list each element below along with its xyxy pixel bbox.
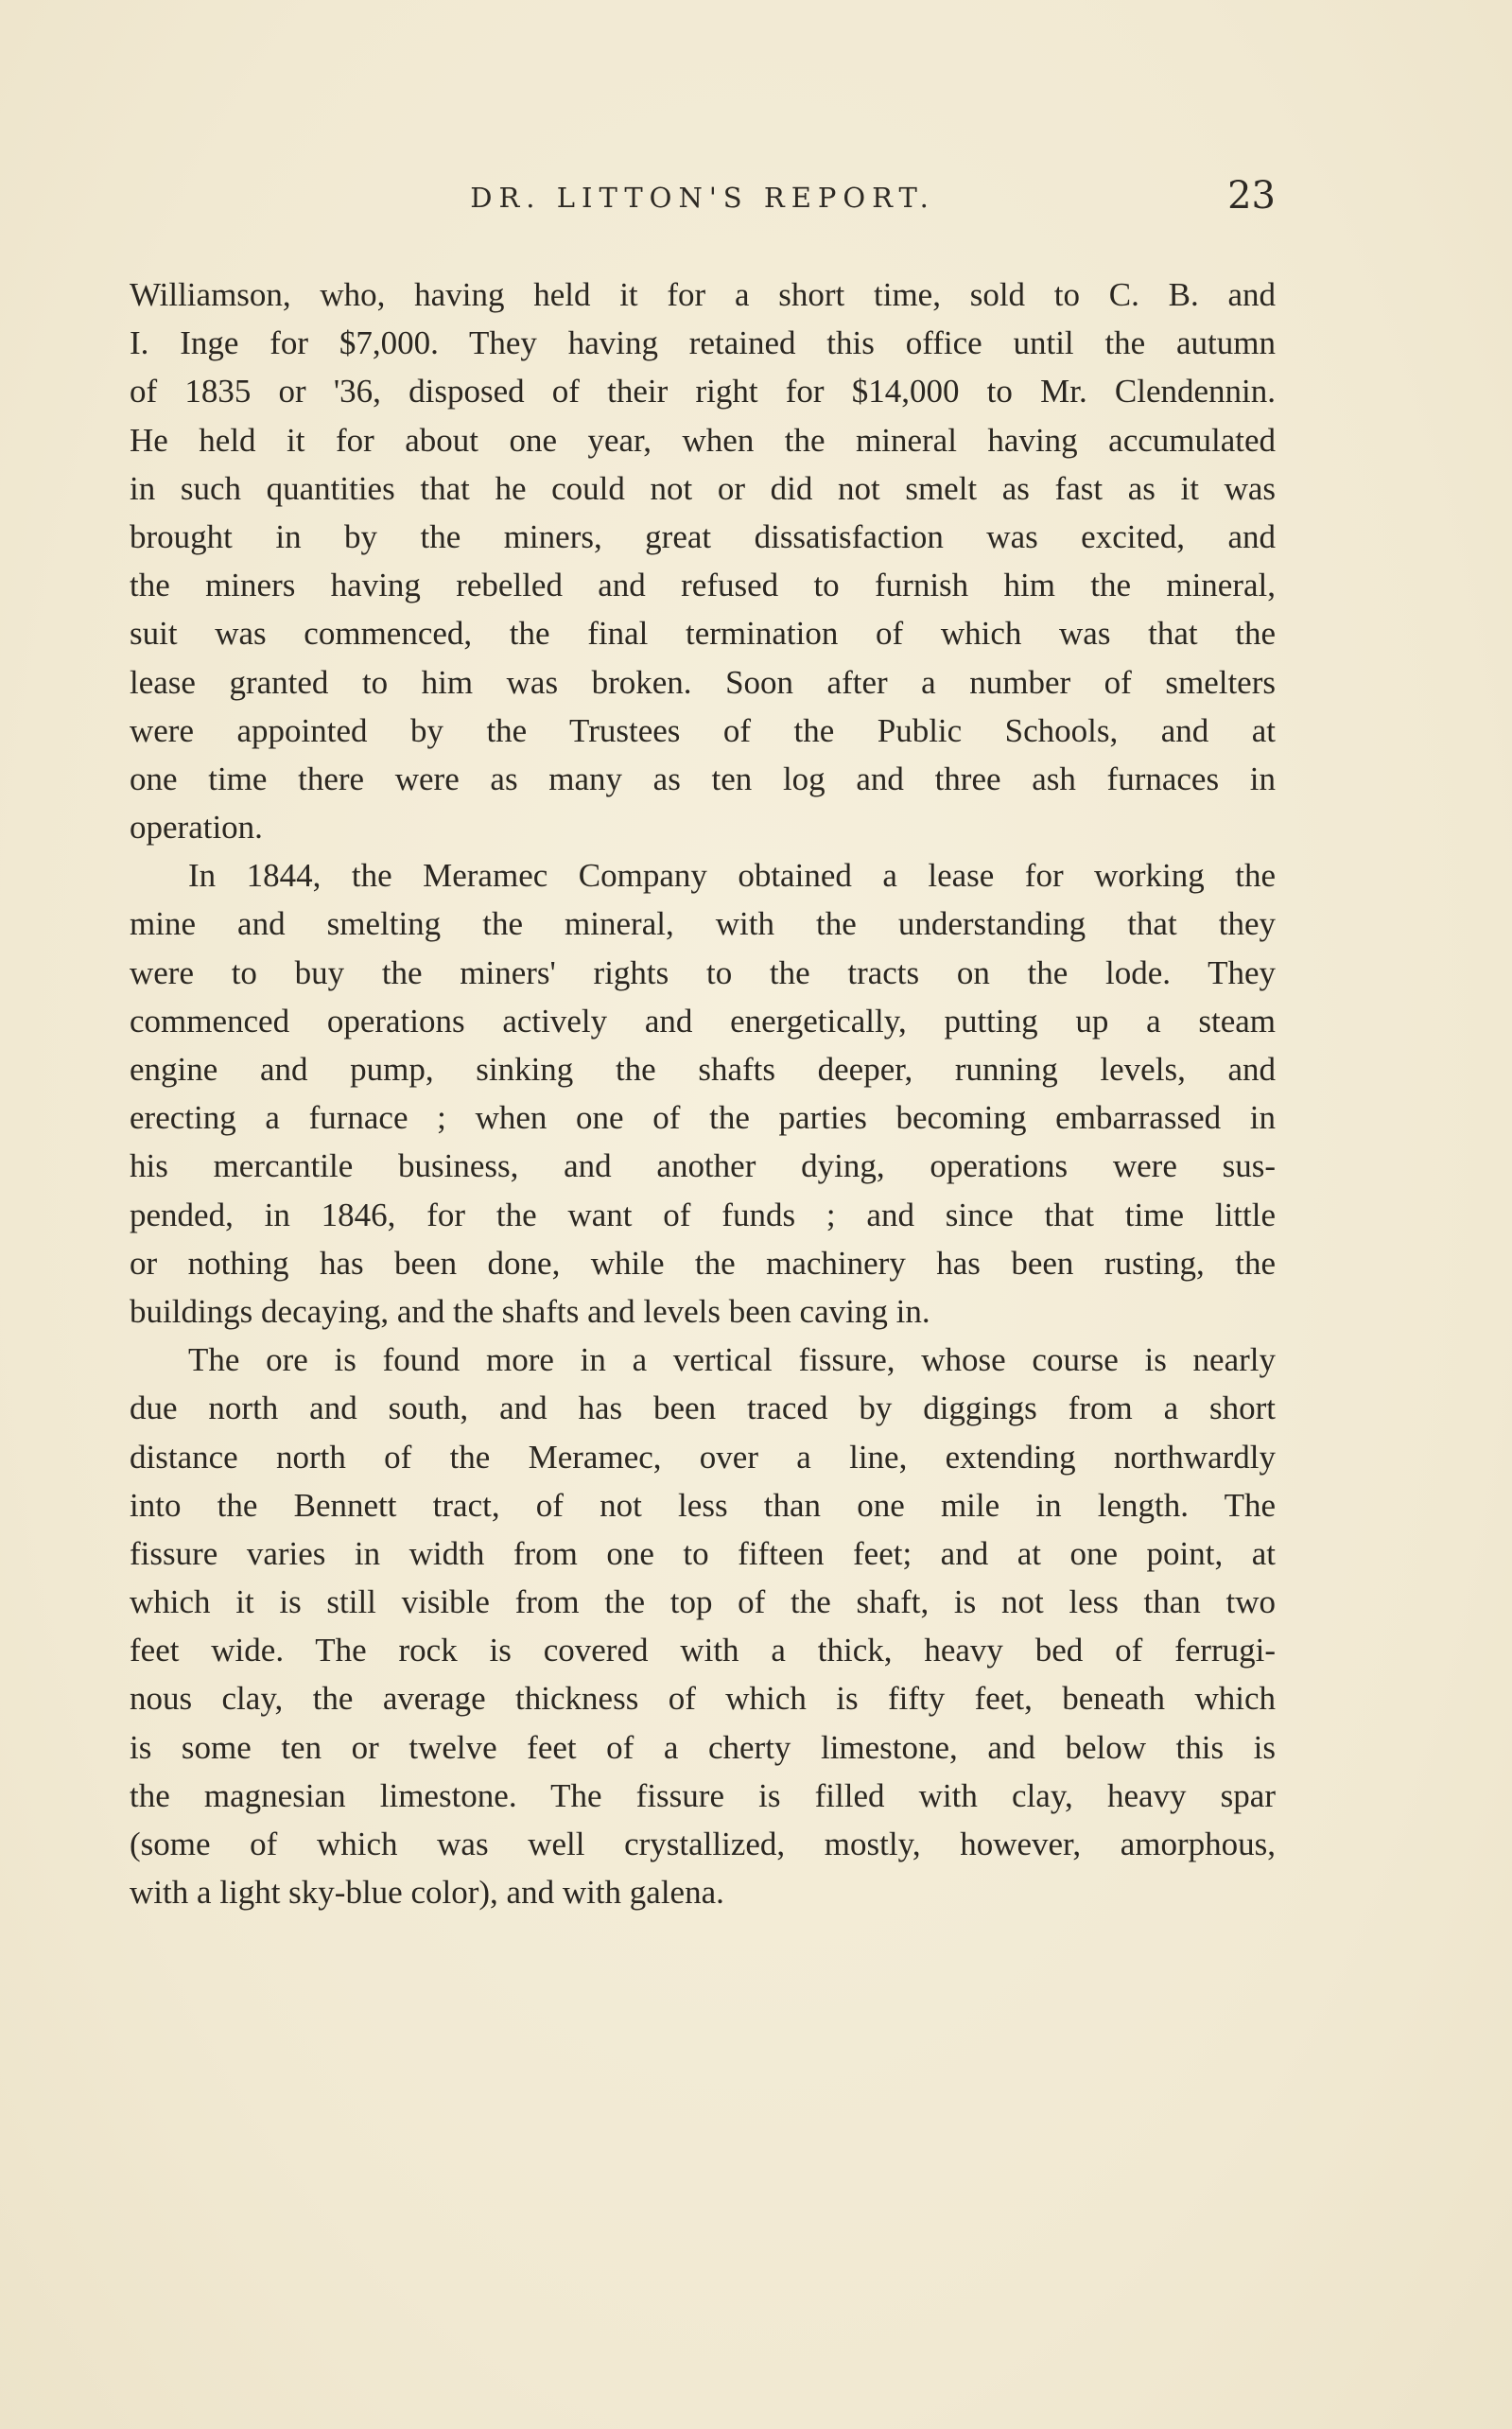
text-line: were appointed by the Trustees of the Public Schools, and at <box>130 711 1276 749</box>
text-line: nous clay, the average thickness of which is fifty feet, beneath which <box>130 1680 1276 1718</box>
text-line: which it is still visible from the top of the shaft, is not less than two <box>130 1583 1276 1621</box>
text-line: The ore is found more in a vertical fissure, whose course is nearly <box>188 1341 1276 1379</box>
paragraph-2 <box>130 851 1276 1336</box>
text-line: due north and south, and has been traced by diggings from a short <box>130 1389 1276 1427</box>
text-line: pended, in 1846, for the want of funds ; and since that time little <box>130 1196 1276 1233</box>
text-line: one time there were as many as ten log and three ash furnaces in <box>130 760 1276 797</box>
text-line: of 1835 or '36, disposed of their right for $14,000 to Mr. Clendennin. <box>130 373 1276 411</box>
text-line: erecting a furnace ; when one of the parties becoming embarrassed in <box>130 1099 1276 1137</box>
text-line: brought in by the miners, great dissatisfaction was excited, and <box>130 517 1276 555</box>
text-line: in such quantities that he could not or did not smelt as fast as it was <box>130 469 1276 507</box>
running-head <box>130 174 1276 225</box>
text-line: is some ten or twelve feet of a cherty limestone, and below this is <box>130 1728 1276 1766</box>
text-line: buildings decaying, and the shafts and levels been caving in. <box>130 1292 930 1330</box>
text-line: distance north of the Meramec, over a line, extending northwardly <box>130 1438 1276 1476</box>
text-line: or nothing has been done, while the machinery has been rusting, the <box>130 1244 1276 1282</box>
text-line: Williamson, who, having held it for a short time, sold to C. B. and <box>130 276 1276 313</box>
text-line: operation. <box>130 809 263 847</box>
text-line: commenced operations actively and energetically, putting up a steam <box>130 1002 1276 1040</box>
text-line: In 1844, the Meramec Company obtained a lease for working the <box>188 857 1276 895</box>
page-number: 23 <box>1227 174 1276 218</box>
text-line: fissure varies in width from one to fifteen feet; and at one point, at <box>130 1534 1276 1572</box>
paragraph-1 <box>130 271 1276 851</box>
text-line: engine and pump, sinking the shafts deeper, running levels, and <box>130 1051 1276 1088</box>
text-line: the miners having rebelled and refused to furnish him the mineral, <box>130 567 1276 604</box>
text-line: He held it for about one year, when the mineral having accumulated <box>130 421 1276 459</box>
text-line: (some of which was well crystallized, mostly, however, amorphous, <box>130 1826 1276 1862</box>
running-title: DR. LITTON'S REPORT. <box>470 182 935 214</box>
text-line: into the Bennett tract, of not less than one mile in length. The <box>130 1486 1276 1524</box>
text-line: the magnesian limestone. The fissure is filled with clay, heavy spar <box>130 1776 1276 1814</box>
text-line: mine and smelting the mineral, with the understanding that they <box>130 905 1276 943</box>
text-line: I. Inge for $7,000. They having retained this office until the autumn <box>130 324 1276 362</box>
text-line: were to buy the miners' rights to the tracts on the lode. They <box>130 953 1276 991</box>
text-line: lease granted to him was broken. Soon after a number of smelters <box>130 663 1276 701</box>
text-line: suit was commenced, the final termination of which was that the <box>130 615 1276 653</box>
text-line: feet wide. The rock is covered with a thick, heavy bed of ferrugi- <box>130 1632 1276 1669</box>
body-text <box>130 271 1276 1916</box>
text-line: with a light sky-blue color), and with galena. <box>130 1874 724 1912</box>
text-line: his mercantile business, and another dying, operations were sus- <box>130 1147 1276 1185</box>
paragraph-3 <box>130 1336 1276 1916</box>
